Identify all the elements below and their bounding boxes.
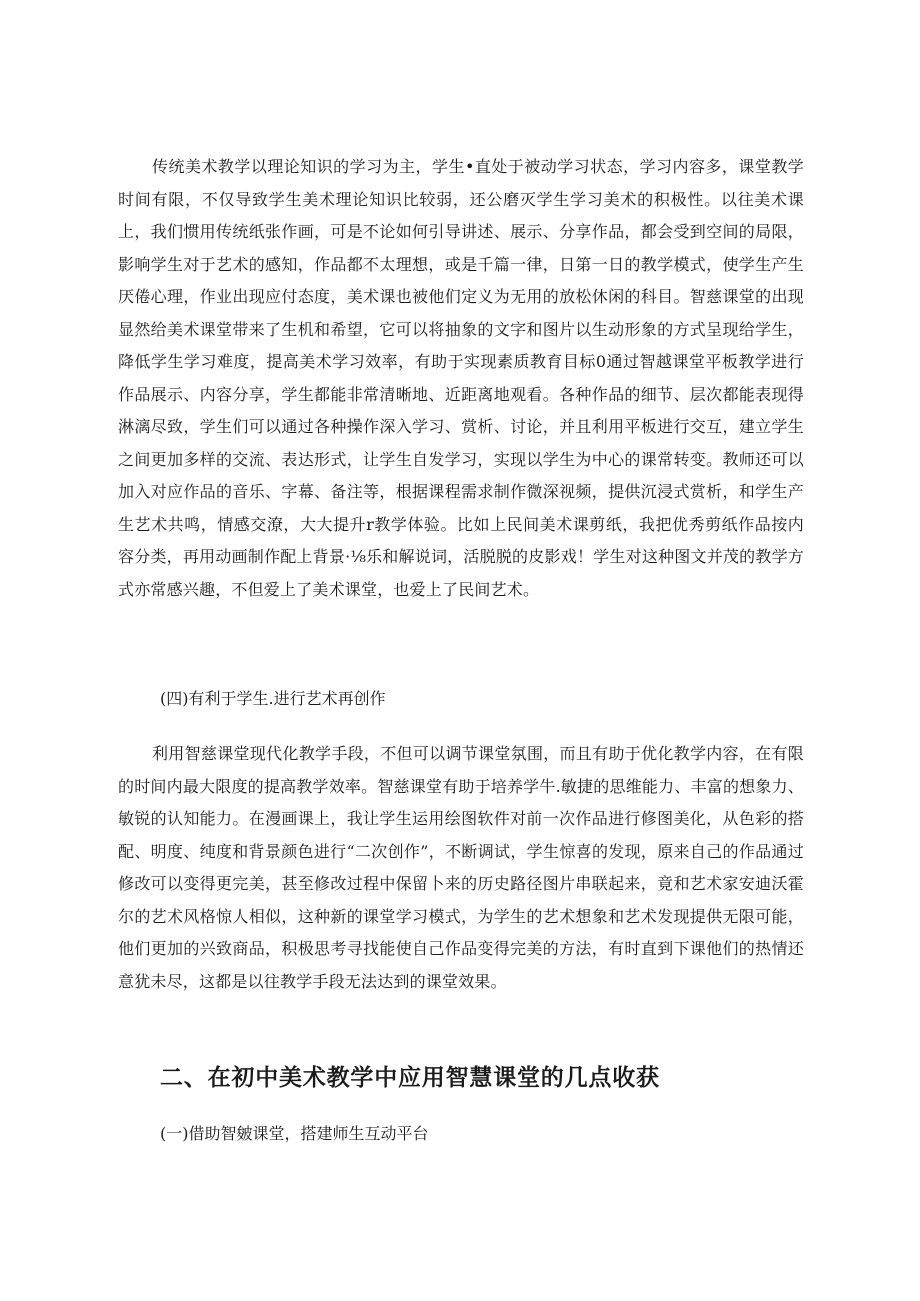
subsection-heading: (一)借助智皴课堂，搭建师生互动平台 <box>160 1124 429 1143</box>
body-paragraph: 利用智慈课堂现代化教学手段，不但可以调节课堂氛围，而且有助于优化教学内容，在有限的时间内最大限度的提高教学效率。智慈课堂有助于培养学牛.敏捷的思维能力、丰富的想象力、敏锐的认知能力。在漫画课上，我让学生运用绘图软件对前一次作品进行修图美化，从色彩的搭配、明度、纯度和背景颜色进行“二次创作”，不断调试，学生惊喜的发现，原来自己的作品通过修改可以变得更完美，甚至修改过程中保留卜来的历史路径图片串联起来，竟和艺术家安迪沃霍尔的艺术风格惊人相似，这种新的课堂学习模式，为学生的艺术想象和艺术发现提供无限可能，他们更加的兴致商品，积极思考寻找能使自己作品变得完美的方法，有时直到下课他们的热情还意犹未尽，这都是以往教学手段无法达到的课堂效果。 <box>118 744 804 991</box>
section-heading: 二、在初中美术教学中应用智慧课堂的几点收获 <box>160 1064 660 1091</box>
subsection-heading: (四)有利于学生.进行艺术再创作 <box>160 689 386 708</box>
body-paragraph: 传统美术教学以理论知识的学习为主，学生•直处于被动学习状态，学习内容多，课堂教学时间有限，不仅导致学生美术理论知识比较弱，还公磨灭学生学习美术的积极性。以往美术课上，我们惯用传统纸张作画，可是不论如何引导讲述、展示、分享作品，都会受到空间的局限，影响学生对于艺术的感知，作品都不太理想，或是千篇一律，日第一日的教学模式，使学生产生厌倦心理，作业出现应付态度，美术课也被他们定义为无用的放松休闲的科目。智慈课堂的出现显然给美术课堂带来了生机和希望，它可以将抽象的文字和图片以生动形象的方式呈现给学生，降低学生学习难度，提高美术学习效率，有助于实现素质教育目标0通过智越课堂平板教学进行作品展示、内容分享，学生都能非常清晰地、近距离地观看。各种作品的细节、层次都能表现得淋漓尽致，学生们可以通过各种操作深入学习、赏析、讨论，并且利用平板进行交互，建立学生之间更加多样的交流、表达形式，让学生自发学习，实现以学生为中心的课常转变。教师还可以加入对应作品的音乐、字幕、备注等，根据课程需求制作微深视频，提供沉浸式赏析，和学生产生艺术共鸣，情感交潦，大大提升r教学体验。比如上民间美术课剪纸，我把优秀剪纸作品按内容分类，再用动画制作配上背景·⅛乐和解说词，活脱脱的皮影戏！学生对这种图文并茂的教学方式亦常感兴趣，不但爱上了美术课堂，也爱上了民间艺术。 <box>118 157 804 599</box>
